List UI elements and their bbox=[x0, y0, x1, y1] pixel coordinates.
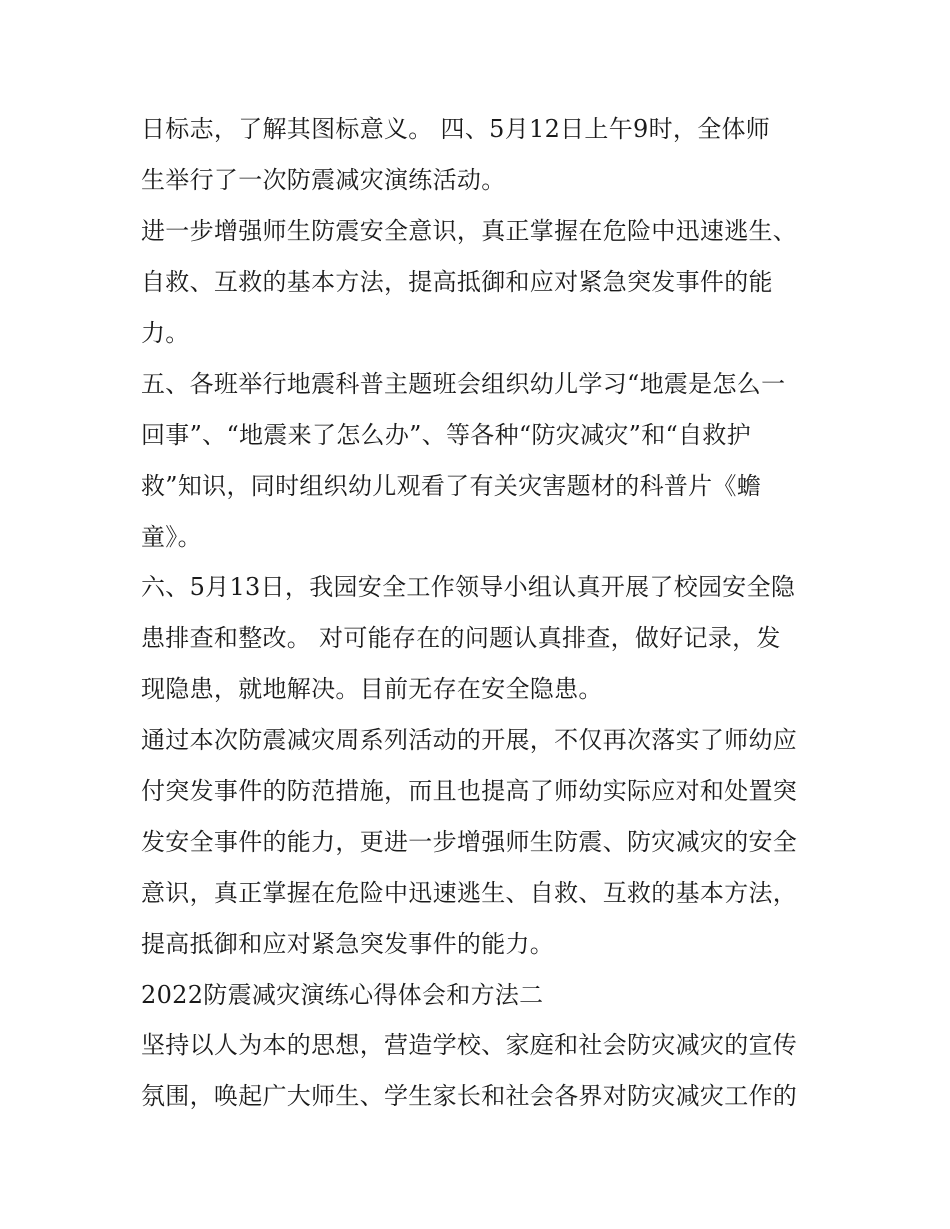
text-line: 提高抵御和应对紧急突发事件的能力。 bbox=[141, 930, 555, 958]
section-heading: 2022防震减灾演练心得体会和方法二 bbox=[141, 981, 544, 1009]
text-line: 发安全事件的能力，更进一步增强师生防震、防灾减灾的安全 bbox=[141, 828, 798, 856]
text-line: 通过本次防震减灾周系列活动的开展，不仅再次落实了师幼应 bbox=[141, 726, 798, 754]
text-line: 救”知识，同时组织幼儿观看了有关灾害题材的科普片《蟾 bbox=[141, 472, 762, 500]
text-line: 进一步增强师生防震安全意识，真正掌握在危险中迅速逃生、 bbox=[141, 217, 798, 245]
text-line: 生举行了一次防震减灾演练活动。 bbox=[141, 166, 506, 194]
text-line: 氛围，唤起广大师生、学生家长和社会各界对防灾减灾工作的 bbox=[141, 1082, 798, 1110]
text-line: 自救、互救的基本方法，提高抵御和应对紧急突发事件的能 bbox=[141, 268, 773, 296]
text-line: 五、各班举行地震科普主题班会组织幼儿学习“地震是怎么一 bbox=[141, 370, 786, 398]
text-line: 意识，真正掌握在危险中迅速逃生、自救、互救的基本方法， bbox=[141, 879, 798, 907]
text-line: 童》。 bbox=[141, 523, 202, 551]
text-line: 坚持以人为本的思想，营造学校、家庭和社会防灾减灾的宣传 bbox=[141, 1031, 798, 1059]
text-line: 付突发事件的防范措施，而且也提高了师幼实际应对和处置突 bbox=[141, 777, 798, 805]
text-line: 日标志，了解其图标意义。 四、5月12日上午9时，全体师 bbox=[141, 115, 771, 143]
text-line: 六、5月13日，我园安全工作领导小组认真开展了校园安全隐 bbox=[141, 573, 796, 601]
text-line: 回事”、“地震来了怎么办”、等各种“防灾减灾”和“自救护 bbox=[141, 421, 752, 449]
text-line: 现隐患，就地解决。目前无存在安全隐患。 bbox=[141, 675, 603, 703]
text-line: 患排查和整改。 对可能存在的问题认真排查，做好记录，发 bbox=[141, 624, 781, 652]
text-line: 力。 bbox=[141, 319, 190, 347]
